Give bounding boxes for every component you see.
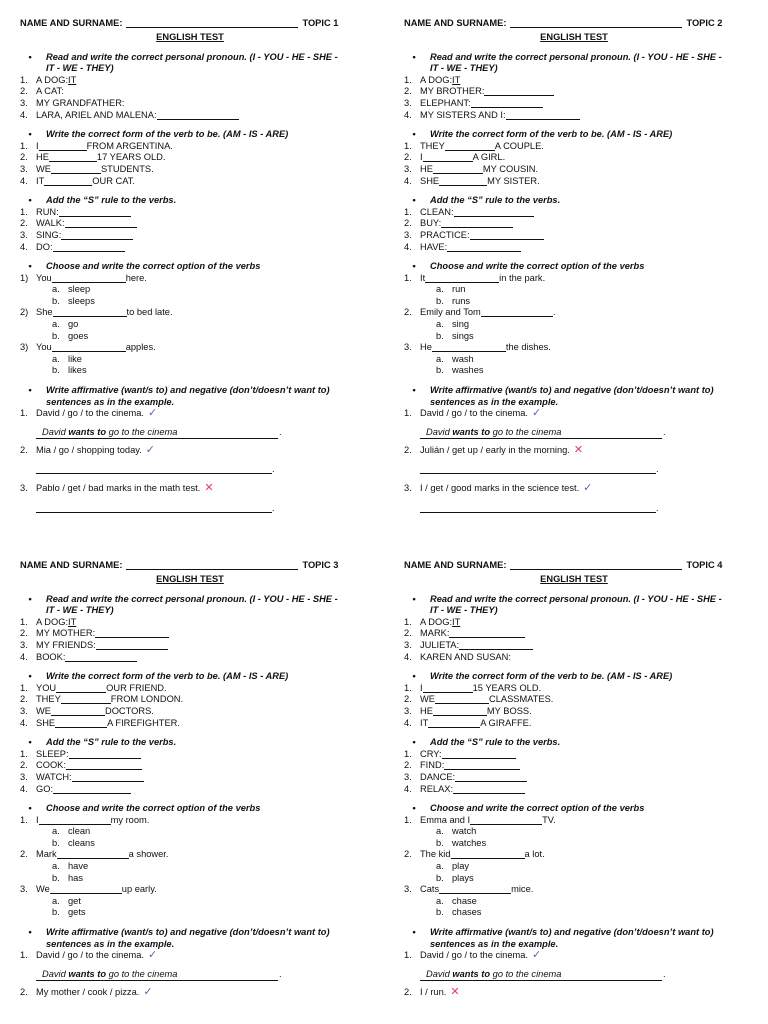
instruction: • Write the correct form of the verb to be. (AM - IS - ARE)	[28, 671, 289, 682]
option-b[interactable]: b. likes	[52, 365, 87, 376]
list-item: 1. SLEEP:	[20, 749, 380, 761]
answer-blank[interactable]	[435, 694, 489, 704]
example-answer: David wants to go to the cinema .	[36, 427, 380, 439]
answer-blank[interactable]	[53, 307, 127, 317]
instruction: • Choose and write the correct option of the verbs	[412, 261, 645, 272]
option-b[interactable]: b. sings	[436, 330, 474, 341]
option-a[interactable]: a. sleep	[52, 284, 91, 295]
name-label: NAME AND SURNAME:	[20, 18, 123, 29]
section-want	[404, 385, 764, 514]
answer-blank[interactable]	[52, 342, 126, 352]
test-header	[20, 18, 380, 30]
list-item: 3. ELEPHANT:	[404, 98, 764, 110]
list-item: 2. Julián / get up / early in the morning. ✕	[404, 443, 584, 456]
list-item: 2. My mother / cook / pizza. ✓	[20, 985, 153, 998]
option-a[interactable]: a. chase	[436, 895, 477, 906]
answer-blank[interactable]	[95, 628, 169, 638]
instruction: • Read and write the correct personal pronoun. (I - YOU - HE - SHE - IT - WE - THEY)	[412, 593, 722, 616]
list-item: 2. MY BROTHER:	[404, 86, 764, 98]
name-label: NAME AND SURNAME:	[404, 560, 507, 571]
instruction: • Write affirmative (want/s to) and negative (don’t/doesn’t want to) sentences as in the example.	[28, 385, 330, 407]
list-item: 1. YOU OUR FRIEND.	[20, 682, 167, 693]
instruction: • Write the correct form of the verb to be. (AM - IS - ARE)	[28, 129, 289, 140]
list-item: 1. A DOG: IT	[20, 616, 77, 627]
answer-blank[interactable]	[69, 749, 141, 759]
answer-blank[interactable]	[423, 683, 473, 693]
list-item: 1. I my room.	[20, 814, 150, 825]
list-item: 1) You here.	[20, 272, 147, 283]
answer-blank[interactable]	[453, 784, 525, 794]
list-item: 1. CLEAN:	[404, 207, 764, 219]
instruction: • Write the correct form of the verb to be. (AM - IS - ARE)	[412, 671, 673, 682]
list-item: 4. MY SISTERS AND I:	[404, 110, 764, 122]
answer-blank[interactable]	[470, 230, 544, 240]
answer-blank[interactable]	[55, 718, 107, 728]
cross-icon: ✕	[573, 443, 584, 456]
answer-blank[interactable]	[506, 110, 580, 120]
answer-blank[interactable]	[432, 342, 506, 352]
answer-blank[interactable]	[428, 718, 480, 728]
answer-blank[interactable]	[61, 694, 111, 704]
list-item: 1. Emma and I TV.	[404, 814, 556, 825]
list-item: 2. Mark a shower.	[20, 849, 169, 860]
section-pronouns	[404, 594, 764, 664]
answer-line[interactable]: .	[36, 464, 380, 476]
check-icon: ✓	[148, 407, 158, 420]
answer-blank[interactable]	[454, 207, 534, 217]
answer-blank[interactable]	[50, 884, 122, 894]
list-item: 4. IT A GIRAFFE.	[404, 717, 532, 728]
instruction: • Write the correct form of the verb to be. (AM - IS - ARE)	[412, 129, 673, 140]
option-b[interactable]: b. cleans	[52, 837, 95, 848]
answer-blank[interactable]	[51, 706, 105, 716]
test-topic-3	[20, 560, 380, 998]
answer-blank[interactable]	[425, 273, 499, 283]
list-item: 3. HE MY BOSS.	[404, 705, 532, 716]
option-a[interactable]: a. have	[52, 861, 89, 872]
section-choose	[404, 803, 764, 919]
list-item: 4. KAREN AND SUSAN:	[404, 651, 511, 662]
section-s-rule	[20, 737, 380, 795]
test-topic-2	[404, 18, 764, 521]
answer-blank[interactable]	[39, 141, 87, 151]
answer-line[interactable]: .	[420, 503, 764, 515]
list-item: 2. WALK:	[20, 218, 380, 230]
option-b[interactable]: b. watches	[436, 837, 487, 848]
option-b[interactable]: b. plays	[436, 872, 474, 883]
example-question: 1. David / go / to the cinema. ✓	[404, 407, 542, 420]
example-answer: David wants to go to the cinema .	[36, 969, 380, 981]
list-item: 1. RUN:	[20, 207, 380, 219]
list-item: 2. I / run. ✕	[404, 985, 460, 998]
test-topic-4	[404, 560, 764, 998]
name-blank[interactable]	[126, 560, 298, 570]
list-item: 1. A DOG: IT	[20, 74, 77, 85]
list-item: 1. A DOG: IT	[404, 616, 461, 627]
answer-blank[interactable]	[433, 164, 483, 174]
answer-blank[interactable]	[51, 164, 101, 174]
list-item: 4. SHE MY SISTER.	[404, 175, 540, 186]
list-item: 1. THEY A COUPLE.	[404, 140, 544, 151]
list-item: 3) You apples.	[20, 342, 156, 353]
list-item: 4. HAVE:	[404, 242, 764, 254]
list-item: 4. IT OUR CAT.	[20, 175, 135, 186]
example-answer: David wants to go to the cinema .	[420, 427, 764, 439]
answer-blank[interactable]	[49, 152, 97, 162]
answer-blank[interactable]	[484, 86, 554, 96]
answer-blank[interactable]	[433, 706, 487, 716]
option-a[interactable]: a. like	[52, 353, 82, 364]
answer-blank[interactable]	[59, 207, 131, 217]
instruction: • Add the “S” rule to the verbs.	[28, 195, 177, 206]
name-blank[interactable]	[510, 18, 682, 28]
check-icon: ✓	[145, 443, 155, 456]
answer-blank[interactable]	[471, 98, 543, 108]
list-item: 2. HE 17 YEARS OLD.	[20, 152, 166, 163]
check-icon: ✓	[583, 482, 593, 494]
list-item: 3. JULIETA:	[404, 640, 764, 652]
list-item: 2. MARK:	[404, 628, 764, 640]
example-question: 1. David / go / to the cinema. ✓	[404, 949, 542, 962]
check-icon: ✓	[143, 985, 153, 998]
cross-icon: ✕	[450, 985, 460, 998]
answer-blank[interactable]	[470, 815, 542, 825]
answer-blank[interactable]	[44, 176, 92, 186]
list-item: 2. MY MOTHER:	[20, 628, 380, 640]
section-want	[20, 385, 380, 514]
list-item: 4. DO:	[20, 242, 380, 254]
name-blank[interactable]	[126, 18, 298, 28]
list-item: 3. He the dishes.	[404, 342, 551, 353]
answer-blank[interactable]	[455, 772, 527, 782]
cross-icon: ✕	[204, 482, 214, 494]
instruction: • Read and write the correct personal pronoun. (I - YOU - HE - SHE - IT - WE - THEY)	[28, 593, 338, 616]
list-item: 3. DANCE:	[404, 772, 764, 784]
test-title: ENGLISH TEST	[540, 574, 608, 584]
section-choose	[20, 261, 380, 377]
option-b[interactable]: b. chases	[436, 907, 482, 918]
list-item: 2. I A GIRL.	[404, 152, 506, 163]
answer-line[interactable]: .	[420, 464, 764, 476]
instruction: • Choose and write the correct option of the verbs	[412, 803, 645, 814]
list-item: 1. I 15 YEARS OLD.	[404, 682, 542, 693]
test-topic-1	[20, 18, 380, 521]
list-item: 4. SHE A FIREFIGHTER.	[20, 717, 180, 728]
answer-blank[interactable]	[72, 772, 144, 782]
answer-blank[interactable]	[61, 230, 133, 240]
section-want	[404, 927, 764, 998]
answer-blank[interactable]	[65, 218, 137, 228]
answer-blank[interactable]	[439, 176, 487, 186]
answer-blank[interactable]	[459, 640, 533, 650]
test-header	[20, 560, 380, 572]
answer-blank[interactable]	[442, 749, 516, 759]
instruction: • Read and write the correct personal pronoun. (I - YOU - HE - SHE - IT - WE - THEY)	[412, 51, 722, 74]
answer-line[interactable]: .	[36, 503, 380, 515]
list-item: 1. A DOG: IT	[404, 74, 461, 85]
section-want	[20, 927, 380, 998]
check-icon: ✓	[148, 949, 158, 962]
list-item: 4. RELAX:	[404, 784, 764, 796]
option-a[interactable]: a. wash	[436, 353, 474, 364]
answer-blank[interactable]	[52, 273, 126, 283]
instruction: • Write affirmative (want/s to) and negative (don’t/doesn’t want to) sentences as in the example.	[412, 927, 714, 949]
list-item: 1. It in the park.	[404, 272, 546, 283]
section-s-rule	[404, 195, 764, 253]
section-pronouns	[20, 52, 380, 122]
option-a[interactable]: a. go	[52, 319, 79, 330]
list-item: 2. Emily and Tom .	[404, 307, 556, 318]
instruction: • Read and write the correct personal pronoun. (I - YOU - HE - SHE - IT - WE - THEY)	[28, 51, 338, 74]
list-item: 2. FIND:	[404, 760, 764, 772]
list-item: 3. WATCH:	[20, 772, 380, 784]
list-item: 4. LARA, ARIEL AND MALENA:	[20, 110, 380, 122]
name-label: NAME AND SURNAME:	[404, 18, 507, 29]
answer-blank[interactable]	[66, 760, 142, 770]
answer-blank[interactable]	[481, 307, 553, 317]
option-a[interactable]: a. sing	[436, 319, 470, 330]
instruction: • Choose and write the correct option of the verbs	[28, 261, 261, 272]
list-item: 2. A CAT:	[20, 86, 64, 97]
list-item: 2. Mia / go / shopping today. ✓	[20, 443, 155, 456]
answer-blank[interactable]	[53, 242, 125, 252]
topic-label: TOPIC 1	[302, 18, 339, 29]
list-item: 2. BUY:	[404, 218, 764, 230]
list-item: 3. SING:	[20, 230, 380, 242]
list-item: 4. BOOK:	[20, 652, 380, 664]
answer-blank[interactable]	[441, 218, 513, 228]
section-choose	[404, 261, 764, 377]
section-verb-be	[20, 671, 380, 729]
instruction: • Add the “S” rule to the verbs.	[412, 737, 561, 748]
list-item: 3. WE DOCTORS.	[20, 705, 154, 716]
list-item: 2. WE CLASSMATES.	[404, 694, 554, 705]
option-a[interactable]: a. run	[436, 284, 466, 295]
option-b[interactable]: b. has	[52, 872, 83, 883]
list-item: 1. I FROM ARGENTINA.	[20, 140, 173, 151]
example-question: 1. David / go / to the cinema. ✓	[20, 949, 158, 962]
answer-blank[interactable]	[439, 884, 511, 894]
answer-blank[interactable]	[53, 784, 131, 794]
answer-blank[interactable]	[39, 815, 111, 825]
answer-blank[interactable]	[444, 760, 520, 770]
section-s-rule	[404, 737, 764, 795]
instruction: • Write affirmative (want/s to) and negative (don’t/doesn’t want to) sentences as in the example.	[28, 927, 330, 949]
instruction: • Add the “S” rule to the verbs.	[28, 737, 177, 748]
list-item: 3. We up early.	[20, 884, 157, 895]
option-b[interactable]: b. gets	[52, 907, 86, 918]
check-icon: ✓	[532, 407, 542, 420]
topic-label: TOPIC 3	[302, 560, 339, 571]
answer-blank[interactable]	[449, 628, 525, 638]
name-blank[interactable]	[510, 560, 682, 570]
section-verb-be	[20, 129, 380, 187]
answer-blank[interactable]	[447, 242, 521, 252]
list-item: 3. I / get / good marks in the science test. ✓	[404, 482, 593, 494]
section-choose	[20, 803, 380, 919]
answer-blank[interactable]	[445, 141, 495, 151]
test-title: ENGLISH TEST	[156, 32, 224, 42]
answer-blank[interactable]	[56, 683, 106, 693]
section-verb-be	[404, 129, 764, 187]
section-pronouns	[404, 52, 764, 122]
instruction: • Write affirmative (want/s to) and negative (don’t/doesn’t want to) sentences as in the example.	[412, 385, 714, 407]
list-item: 3. WE STUDENTS.	[20, 163, 154, 174]
list-item: 4. GO:	[20, 784, 380, 796]
answer-blank[interactable]	[157, 110, 239, 120]
topic-label: TOPIC 2	[686, 18, 723, 29]
list-item: 3. HE MY COUSIN.	[404, 163, 539, 174]
list-item: 2) She to bed late.	[20, 307, 173, 318]
example-answer: David wants to go to the cinema .	[420, 969, 764, 981]
option-b[interactable]: b. washes	[436, 365, 484, 376]
answer-blank[interactable]	[57, 849, 129, 859]
example-question: 1. David / go / to the cinema. ✓	[20, 407, 158, 420]
instruction: • Choose and write the correct option of the verbs	[28, 803, 261, 814]
option-b[interactable]: b. goes	[52, 330, 89, 341]
list-item: 3. PRACTICE:	[404, 230, 764, 242]
answer-blank[interactable]	[65, 652, 137, 662]
instruction: • Add the “S” rule to the verbs.	[412, 195, 561, 206]
option-b[interactable]: b. sleeps	[52, 295, 95, 306]
option-a[interactable]: a. watch	[436, 826, 477, 837]
section-verb-be	[404, 671, 764, 729]
option-a[interactable]: a. clean	[52, 826, 91, 837]
check-icon: ✓	[532, 949, 542, 962]
answer-blank[interactable]	[451, 849, 525, 859]
section-s-rule	[20, 195, 380, 253]
answer-blank[interactable]	[96, 640, 168, 650]
list-item: 3. MY FRIENDS:	[20, 640, 380, 652]
test-title: ENGLISH TEST	[156, 574, 224, 584]
list-item: 2. The kid a lot.	[404, 849, 545, 860]
name-label: NAME AND SURNAME:	[20, 560, 123, 571]
list-item: 2. THEY FROM LONDON.	[20, 694, 184, 705]
list-item: 3. Pablo / get / bad marks in the math test. ✕	[20, 482, 214, 494]
topic-label: TOPIC 4	[686, 560, 723, 571]
option-b[interactable]: b. runs	[436, 295, 471, 306]
list-item: 2. COOK:	[20, 760, 380, 772]
list-item: 3. MY GRANDFATHER:	[20, 97, 125, 108]
list-item: 3. Cats mice.	[404, 884, 534, 895]
answer-blank[interactable]	[423, 152, 473, 162]
option-a[interactable]: a. get	[52, 895, 81, 906]
test-header	[404, 560, 764, 572]
test-header	[404, 18, 764, 30]
option-a[interactable]: a. play	[436, 861, 470, 872]
section-pronouns	[20, 594, 380, 664]
list-item: 1. CRY:	[404, 749, 764, 761]
test-title: ENGLISH TEST	[540, 32, 608, 42]
